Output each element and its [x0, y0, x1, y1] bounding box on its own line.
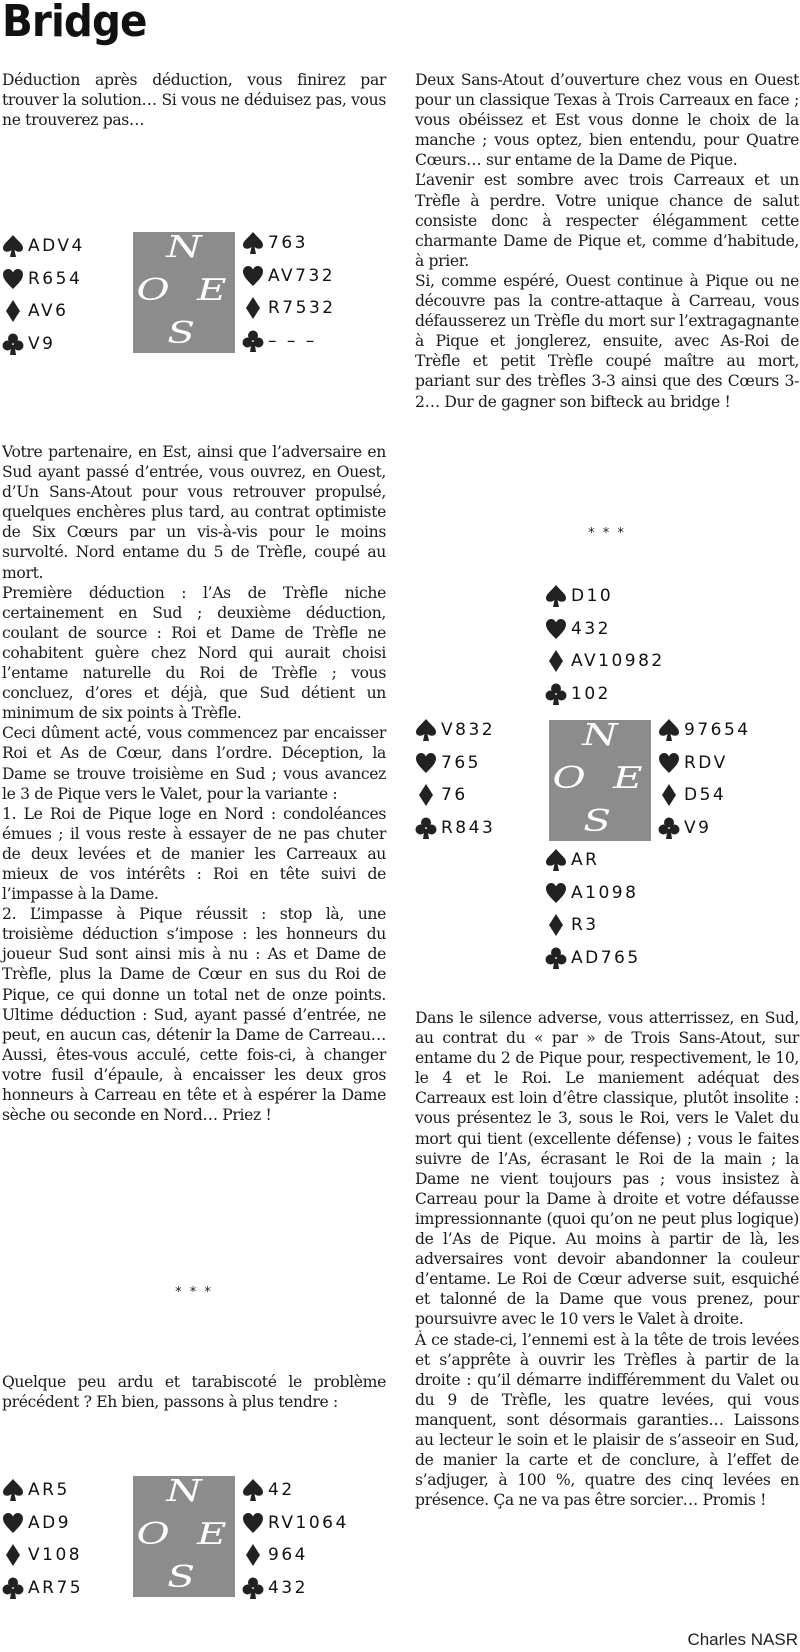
hand-est-3: [658, 714, 751, 844]
heart-icon: [242, 264, 264, 288]
suit-row-hearts: AD9: [2, 1507, 83, 1540]
club-icon: [545, 946, 567, 970]
paragraph-line: Deux Sans-Atout d’ouverture chez vous en Ouest pour un classique Texas à Trois Carreaux en face ; vous obéissez et Est vous donne le choix de la manche ; vous optez, bien entendu, pour Quatre Cœurs… sur entame de la Dame de Pique.: [415, 71, 799, 170]
paragraph-line: Dans le silence adverse, vous atterrissez, en Sud, au contrat du « par » de Trois Sans-Atout, sur entame du 2 de Pique pour, respectivement, le 10, le 4 et le Roi. Le maniement adéquat des Carreaux est loin d’être classique, plutôt insolite : vous présentez le 3, sous le Roi, vers le Valet du mort qui tient (excellente défense) ; vous le faites suivre de l’As, écrasant le Roi de la main ; la Dame ne vient toujours pas ; vous insistez à Carreau pour la Dame à droite et votre défausse impressionnante (quoi qu’on ne peut plus logique) de l’As de Pique. Au moins à partir de là, les adversaires vont devoir abandonner la couleur d’entame. Le Roi de Cœur adverse suit, esquiché et talonné de la Dame que vous prenez, pour poursuivre avec le 10 vers le Valet à droite.: [415, 1009, 799, 1329]
compass-box-1: N O E S: [133, 232, 235, 353]
spade-icon: [545, 848, 567, 872]
suit-row-diamonds: AV10982: [545, 645, 665, 678]
suit-row-spades: AR5: [2, 1474, 83, 1507]
compass-box-3: N O E S: [549, 720, 651, 841]
suit-row-hearts: A1098: [545, 877, 641, 910]
spade-icon: [658, 718, 680, 742]
suit-row-diamonds: R7532: [242, 292, 336, 325]
suit-row-clubs: 432: [242, 1572, 349, 1605]
section-separator: * * *: [588, 526, 626, 541]
page-title: Bridge: [2, 0, 147, 47]
diamond-icon: [2, 1543, 24, 1567]
heart-icon: [2, 1511, 24, 1535]
paragraph-line: À ce stade-ci, l’ennemi est à la tête de trois levées et s’apprête à ouvrir les Trèfles à partir de la droite : qu’il démarre indifféremment du Valet ou du 9 de Trèfle, les quatre levées, qui vous manquent, sont désormais garanties… Laissons au lecteur le soin et le plaisir de s’asseoir en Sud, de manier la carte et de conclure, à l’effet de s’adjuger, à 100 %, quatre des cinq levées en présence. Ça ne va pas être sorcier… Promis !: [415, 1330, 799, 1510]
hand-sud-3: [545, 844, 641, 974]
diamond-icon: [242, 1543, 264, 1567]
suit-row-clubs: AR75: [2, 1572, 83, 1605]
spade-icon: [2, 234, 24, 258]
paragraph-line: 1. Le Roi de Pique loge en Nord : condoléances émues ; il vous reste à essayer de ne pas chuter de deux levées et de manier les Carreaux au mieux de vos intérêts : Roi en tête suivi de l’impasse à la Dame.: [2, 804, 386, 904]
suit-row-spades: 97654: [658, 714, 751, 747]
heart-icon: [242, 1511, 264, 1535]
paragraph-line: 2. L’impasse à Pique réussit : stop là, une troisième déduction s’impose : les honneurs du joueur Sud sont ainsi mis à nu : As et Dame de Trèfle, plus la Dame de Cœur en sus du Roi de Pique, ce qui donne un total net de onze points. Ultime déduction : Sud, ayant passé d’entrée, ne peut, en aucun cas, détenir la Dame de Carreau… Aussi, êtes-vous acculé, cette fois-ci, à changer votre fusil d’épaule, à encaisser les deux gros honneurs à Carreau en tête et à espérer la Dame sèche ou seconde en Nord… Priez !: [2, 905, 386, 1125]
paragraph-line: Ceci dûment acté, vous commencez par encaisser Roi et As de Cœur, dans l’ordre. Déception, la Dame se trouve troisième en Sud ; vous avancez le 3 de Pique vers le Valet, pour la variante :: [2, 724, 386, 803]
suit-row-diamonds: 964: [242, 1539, 349, 1572]
suit-row-hearts: RV1064: [242, 1507, 349, 1540]
heart-icon: [415, 751, 437, 775]
transition-paragraph: Quelque peu ardu et tarabiscoté le problème précédent ? Eh bien, passons à plus tendre :: [2, 1373, 386, 1412]
diamond-icon: [545, 913, 567, 937]
suit-row-spades: AR: [545, 844, 641, 877]
suit-row-spades: V832: [415, 714, 495, 747]
suit-row-clubs: V9: [2, 328, 85, 361]
suit-row-clubs: – – –: [242, 325, 336, 358]
suit-row-clubs: 102: [545, 678, 665, 711]
diamond-icon: [2, 299, 24, 323]
spade-icon: [545, 584, 567, 608]
compass-box-2: N O E S: [133, 1476, 235, 1597]
suit-row-hearts: R654: [2, 263, 85, 296]
club-icon: [415, 816, 437, 840]
suit-row-spades: ADV4: [2, 230, 85, 263]
author-signature: Charles NASR: [687, 1630, 798, 1649]
suit-row-diamonds: D54: [658, 779, 751, 812]
suit-row-diamonds: 76: [415, 779, 495, 812]
suit-row-diamonds: R3: [545, 909, 641, 942]
hand-est-1: [242, 227, 336, 357]
diamond-icon: [415, 783, 437, 807]
suit-row-hearts: AV732: [242, 260, 336, 293]
club-icon: [242, 329, 264, 353]
suit-row-spades: 42: [242, 1474, 349, 1507]
paragraph-line: Votre partenaire, en Est, ainsi que l’adversaire en Sud ayant passé d’entrée, vous ouvrez, en Ouest, d’Un Sans-Atout pour vous retrouver propulsé, quelques enchères plus tard, au contrat optimiste de Six Cœurs par un vis-à-vis pour le moins survolté. Nord entame du 5 de Trèfle, coupé au mort.: [2, 443, 386, 582]
suit-row-clubs: V9: [658, 812, 751, 845]
diamond-icon: [242, 296, 264, 320]
club-icon: [545, 682, 567, 706]
suit-row-diamonds: V108: [2, 1539, 83, 1572]
diamond-icon: [545, 649, 567, 673]
suit-row-spades: D10: [545, 580, 665, 613]
hand-ouest-3: [415, 714, 495, 844]
intro-paragraph: Déduction après déduction, vous finirez par trouver la solution… Si vous ne déduisez pas, vous ne trouverez pas…: [2, 71, 386, 130]
suit-row-hearts: 765: [415, 747, 495, 780]
suit-row-diamonds: AV6: [2, 295, 85, 328]
right-paragraph-1: [415, 70, 799, 412]
spade-icon: [415, 718, 437, 742]
spade-icon: [242, 231, 264, 255]
heart-icon: [545, 881, 567, 905]
paragraph-line: Si, comme espéré, Ouest continue à Pique ou ne découvre pas la contre-attaque à Carreau, vous défausserez un Trèfle du mort sur l’extragagnante à Pique et jonglerez, ensuite, avec As-Roi de Trèfle et petit Trèfle coupé maître au mort, pariant sur des trèfles 3-3 ainsi que des Cœurs 3-2… Dur de gagner son bifteck au bridge !: [415, 271, 799, 411]
heart-icon: [545, 617, 567, 641]
club-icon: [658, 816, 680, 840]
hand-nord-3: [545, 580, 665, 710]
main-paragraph: [2, 442, 386, 1125]
hand-ouest-2: [2, 1474, 83, 1604]
suit-row-spades: 763: [242, 227, 336, 260]
spade-icon: [242, 1478, 264, 1502]
hand-est-2: [242, 1474, 349, 1604]
paragraph-line: Première déduction : l’As de Trèfle niche certainement en Sud ; deuxième déduction, coulant de source : Roi et Dame de Trèfle ne cohabitent guère chez Nord qui aurait choisi l’entame naturelle du Roi de Trèfle ; vous concluez, d’ores et déjà, que Sud détient un minimum de six points à Trèfle.: [2, 583, 386, 723]
section-separator: * * *: [175, 1285, 213, 1300]
club-icon: [2, 1576, 24, 1600]
diamond-icon: [658, 783, 680, 807]
suit-row-hearts: 432: [545, 613, 665, 646]
right-paragraph-2: [415, 1008, 799, 1510]
club-icon: [2, 332, 24, 356]
heart-icon: [2, 267, 24, 291]
paragraph-line: L’avenir est sombre avec trois Carreaux et un Trèfle à perdre. Votre unique chance de salut consiste donc à respecter élégamment cette charmante Dame de Pique et, comme d’habitude, à prier.: [415, 171, 799, 270]
spade-icon: [2, 1478, 24, 1502]
suit-row-hearts: RDV: [658, 747, 751, 780]
heart-icon: [658, 751, 680, 775]
suit-row-clubs: AD765: [545, 942, 641, 975]
club-icon: [242, 1576, 264, 1600]
suit-row-clubs: R843: [415, 812, 495, 845]
hand-ouest-1: [2, 230, 85, 360]
